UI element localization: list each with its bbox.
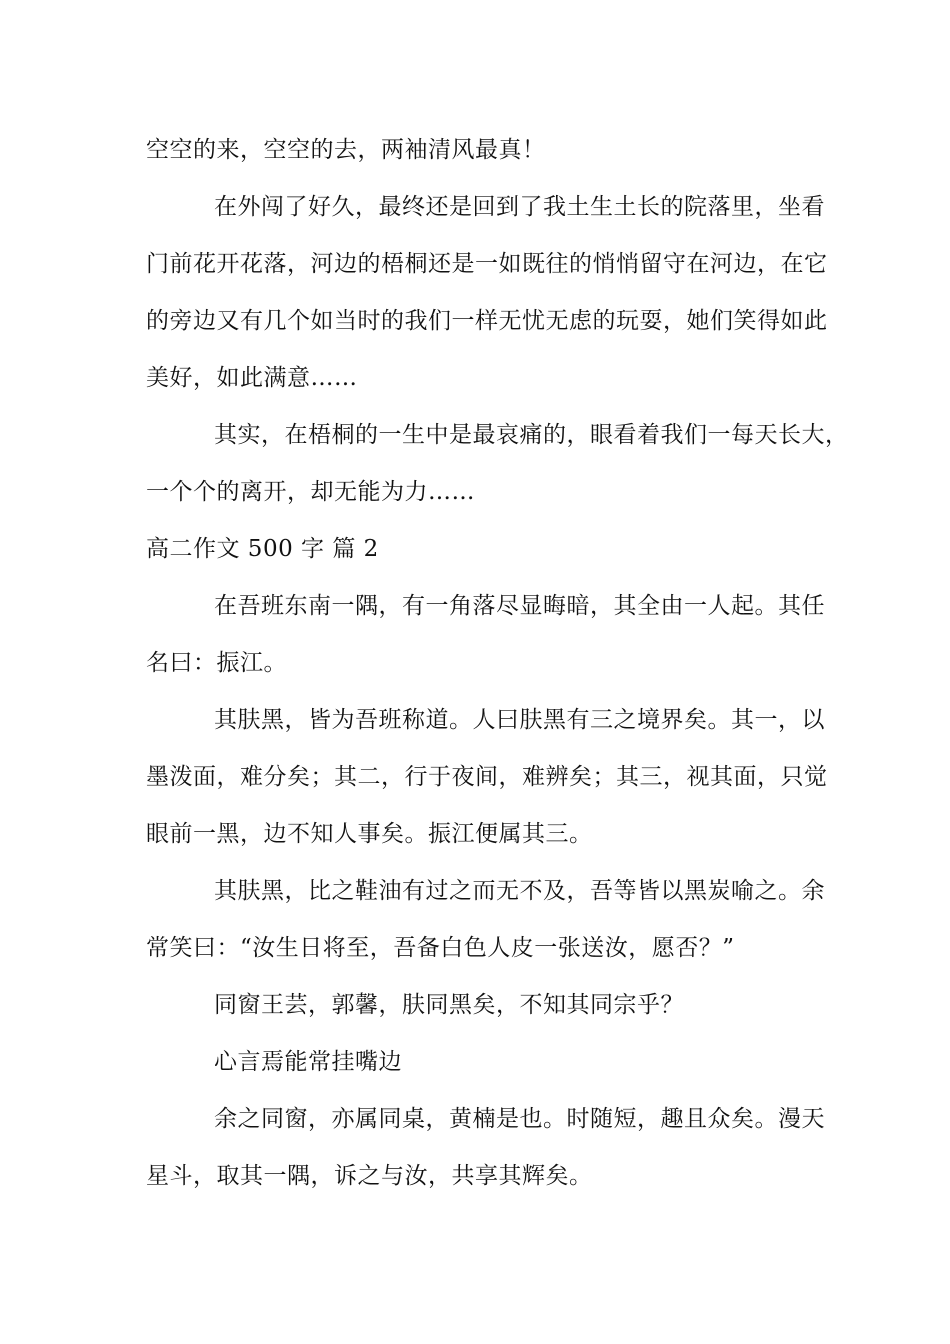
paragraph-start-line: 在吾班东南一隅，有一角落尽显晦暗，其全由一人起。其任 (214, 593, 825, 619)
document-body (146, 122, 849, 1205)
paragraph-start-line: 其肤黑，皆为吾班称道。人曰肤黑有三之境界矣。其一，以 (214, 707, 825, 733)
text-line: 美好，如此满意…… (146, 365, 358, 391)
section-heading: 高二作文 500 字 篇 2 (146, 536, 379, 562)
paragraph-start-line: 其肤黑，比之鞋油有过之而无不及，吾等皆以黑炭喻之。余 (214, 878, 825, 904)
text-line: 眼前一黑，边不知人事矣。振江便属其三。 (146, 821, 593, 847)
paragraph-start-line: 在外闯了好久，最终还是回到了我土生土长的院落里，坐看 (214, 194, 825, 220)
text-line: 一个个的离开，却无能为力…… (146, 479, 475, 505)
paragraph-start-line: 心言焉能常挂嘴边 (214, 1049, 402, 1075)
text-line: 星斗，取其一隅，诉之与汝，共享其辉矣。 (146, 1163, 593, 1189)
paragraph-start-line: 同窗王芸，郭馨，肤同黑矣，不知其同宗乎？ (214, 992, 684, 1018)
text-line: 的旁边又有几个如当时的我们一样无忧无虑的玩耍，她们笑得如此 (146, 308, 828, 334)
text-line: 墨泼面，难分矣；其二，行于夜间，难辨矣；其三，视其面，只觉 (146, 764, 828, 790)
text-line: 空空的来，空空的去，两袖清风最真！ (146, 137, 546, 163)
paragraph-start-line: 其实，在梧桐的一生中是最哀痛的，眼看着我们一每天长大， (214, 422, 849, 448)
paragraph-start-line: 余之同窗，亦属同桌，黄楠是也。时随短，趣且众矣。漫天 (214, 1106, 825, 1132)
text-line: 名曰：振江。 (146, 650, 287, 676)
text-line: 常笑曰：“汝生日将至，吾备白色人皮一张送汝，愿否？” (146, 935, 735, 961)
text-line: 门前花开花落，河边的梧桐还是一如既往的悄悄留守在河边，在它 (146, 251, 828, 277)
